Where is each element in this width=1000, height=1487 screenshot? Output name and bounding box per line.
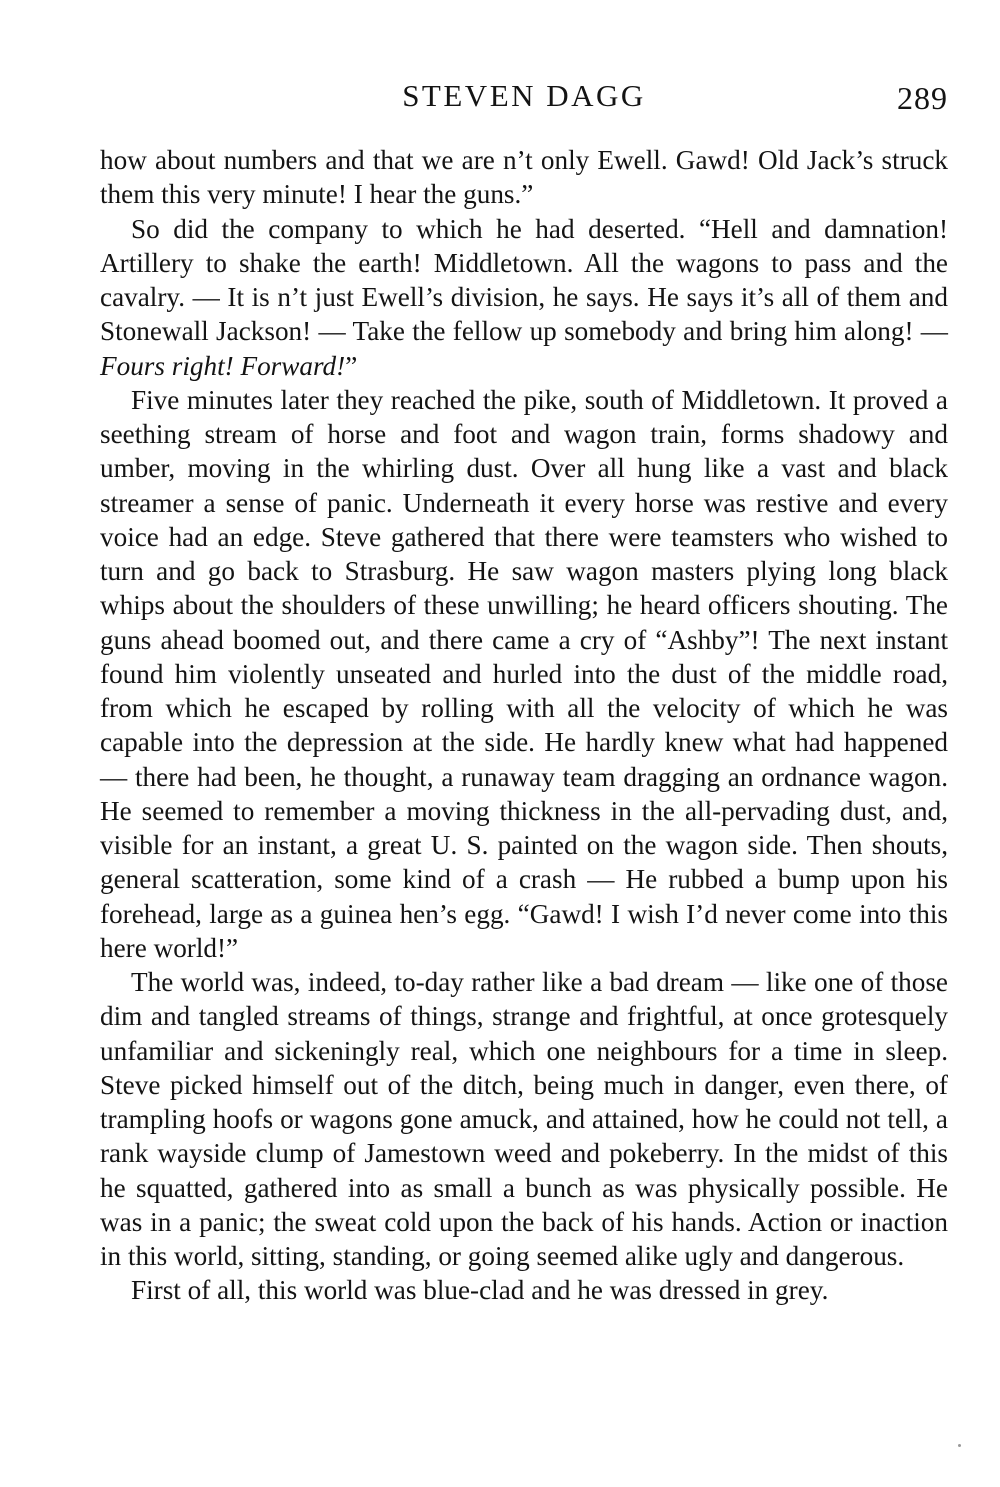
paragraph	[100, 383, 948, 965]
paragraph	[100, 143, 948, 212]
paragraph	[100, 965, 948, 1273]
paragraph	[100, 1273, 948, 1307]
paragraph-text: Five minutes later they reached the pike, south of Middletown. It proved a seething stream of horse and foot and wagon train, forms shadowy and umber, moving in the whirling dust. Over all hung like a vast and black streamer a sense of panic. Underneath it every horse was restive and every voice had an edge. Steve gathered that there were teamsters who wished to turn and go back to Strasburg. He saw wagon masters plying long black whips about the shoulders of these unwilling; he heard officers shouting. The guns ahead boomed out, and there came a cry of “Ashby”! The next instant found him violently unseated and hurled into the dust of the middle road, from which he escaped by rolling with all the velocity of which he was capable into the depression at the side. He hardly knew what had happened — there had been, he thought, a runaway team dragging an ordnance wagon. He seemed to remember a moving thickness in the all-pervading dust, and, visible for an instant, a great U. S. painted on the wagon side. Then shouts, general scatteration, some kind of a crash — He rubbed a bump upon his forehead, large as a guinea hen’s egg. “Gawd! I wish I’d never come into this here world!”	[100, 384, 948, 963]
paragraph-text: The world was, indeed, to-day rather like a bad dream — like one of those dim and tangled streams of things, strange and frightful, at once grotesquely unfamiliar and sickeningly real, which one neighbours for a time in sleep. Steve picked himself out of the ditch, being much in danger, even there, of trampling hoofs or wagons gone amuck, and attained, how he could not tell, a rank wayside clump of Jamestown weed and pokeberry. In the midst of this he squatted, gathered into as small a bunch as was physically possible. He was in a panic; the sweat cold upon the back of his hands. Action or inaction in this world, sitting, standing, or going seemed alike ugly and dangerous.	[100, 967, 948, 1271]
paragraph	[100, 212, 948, 383]
scan-speck	[958, 1444, 961, 1447]
closing-quote: ”	[345, 350, 358, 381]
body-text	[100, 143, 948, 1308]
paragraph-text: how about numbers and that we are n’t only Ewell. Gawd! Old Jack’s struck them this very minute! I hear the guns.”	[100, 145, 948, 210]
running-title: STEVEN DAGG	[402, 78, 646, 113]
paragraph-text: First of all, this world was blue-clad and he was dressed in grey.	[131, 1275, 829, 1306]
paragraph-text: So did the company to which he had deserted. “Hell and damnation! Artillery to shake the earth! Middletown. All the wagons to pass and the cavalry. — It is n’t just Ewell’s division, he says. He says it’s all of them and Stonewall Jackson! — Take the fellow up somebody and bring him along! —	[100, 213, 948, 347]
running-head	[100, 76, 948, 120]
page-number: 289	[897, 80, 948, 116]
italic-command: Fours right! Forward!	[100, 350, 346, 381]
